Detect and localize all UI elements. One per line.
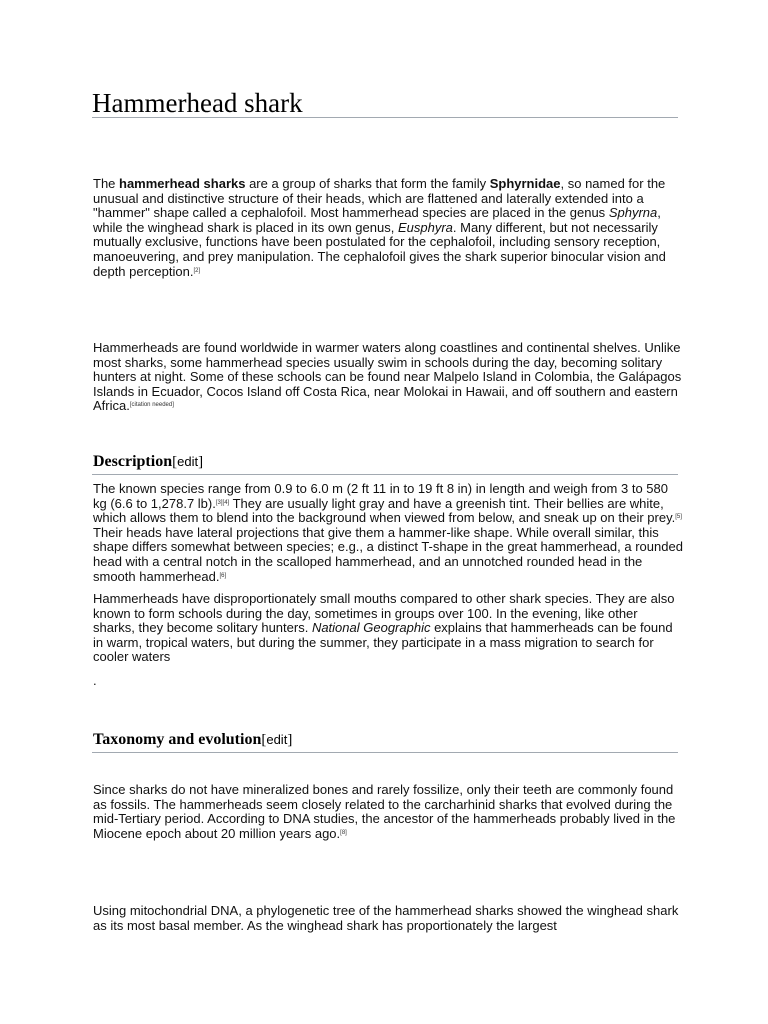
citation-link[interactable]: [3][4] xyxy=(215,499,230,506)
citation-link[interactable]: [2] xyxy=(193,267,201,274)
citation-link[interactable]: [8] xyxy=(340,829,347,836)
description-paragraph-1 xyxy=(93,482,683,584)
intro-paragraph-2 xyxy=(93,341,683,414)
description-p1-text: Their heads have lateral projections that give them a hammer-like shape. While overall similar, this shape differs somewhat between species; e.g., a distinct T-shape in the great hammerhead, a rounded head with a central notch in the scalloped hammerhead, and an unnotched rounded head in the smooth hammerhead. xyxy=(93,524,683,584)
section-heading-description xyxy=(93,452,678,472)
intro-p2-text: Hammerheads are found worldwide in warmer waters along coastlines and continental shelves. Unlike most sharks, some hammerhead species usually swim in schools during the day, becoming solitary hunters at night. Some of these schools can be found near Malpelo Island in Colombia, the Galápagos Islands in Ecuador, Cocos Island off Costa Rica, near Molokai in Hawaii, and off southern and eastern Africa. xyxy=(93,340,682,414)
section-heading-taxonomy xyxy=(93,730,678,750)
taxonomy-p2-text: Using mitochondrial DNA, a phylogenetic tree of the hammerhead sharks showed the winghead shark as its most basal member. As the winghead shark has proportionately the largest xyxy=(93,903,679,933)
taxonomy-p1-text: Since sharks do not have mineralized bones and rarely fossilize, only their teeth are commonly found as fossils. The hammerheads seem closely related to the carcharhinid sharks that evolved during the mid-Tertiary period. According to DNA studies, the ancestor of the hammerheads probably lived in the Miocene epoch about 20 million years ago. xyxy=(93,782,676,841)
citation-link[interactable]: [6] xyxy=(219,572,227,579)
intro-p1-genus: Eusphyra xyxy=(397,219,453,235)
intro-p1-text: , while the winghead shark is placed in its own genus, xyxy=(93,205,661,235)
edit-bracket: ] xyxy=(287,732,293,748)
section-heading-text: Taxonomy and evolution xyxy=(93,731,262,748)
edit-bracket: ] xyxy=(198,454,204,470)
intro-p1-bold-family: Sphyrnidae xyxy=(489,176,561,191)
section-divider xyxy=(92,474,678,475)
taxonomy-paragraph-1 xyxy=(93,783,683,841)
edit-link[interactable]: edit xyxy=(177,454,199,469)
intro-p1-genus: Sphyrna xyxy=(608,205,658,221)
description-paragraph-2 xyxy=(93,592,683,665)
taxonomy-paragraph-2 xyxy=(93,904,683,933)
intro-paragraph-1 xyxy=(93,177,683,279)
description-p2-text: Hammerheads have disproportionately small mouths compared to other shark species. They are also known to form schools during the day, sometimes in groups over 100. In the evening, like other sharks, they become solitary hunters. xyxy=(93,591,675,636)
edit-link[interactable]: edit xyxy=(266,732,288,747)
description-p1-text: They are usually light gray and have a greenish tint. Their bellies are white, which allows them to blend into the background when viewed from below, and sneak up on their prey. xyxy=(93,495,676,526)
section-heading-text: Description xyxy=(93,453,173,470)
description-paragraph-3: . xyxy=(93,673,97,688)
edit-bracket: [ xyxy=(172,454,178,470)
description-p2-italic: National Geographic xyxy=(311,620,431,636)
description-p2-text: explains that hammerheads can be found in warm, tropical waters, but during the summer, they participate in a mass migration to search for cooler waters xyxy=(93,620,673,665)
intro-p1-text: The xyxy=(93,176,120,191)
intro-p1-bold-term: hammerhead sharks xyxy=(119,176,246,191)
intro-p1-text: are a group of sharks that form the family xyxy=(245,176,490,191)
edit-bracket: [ xyxy=(261,732,267,748)
title-divider xyxy=(92,117,678,118)
citation-link[interactable]: [5] xyxy=(675,514,682,521)
intro-p1-text: , so named for the unusual and distinctive structure of their heads, which are flattened and laterally extended into a "hammer" shape called a cephalofoil. Most hammerhead species are placed in the genus xyxy=(93,176,666,221)
intro-p1-text: . Many different, but not necessarily mutually exclusive, functions have been postulated for the cephalofoil, including sensory reception, manoeuvering, and prey manipulation. The cephalofoil gives the shark superior binocular vision and depth perception. xyxy=(93,219,666,279)
citation-needed-link[interactable]: [citation needed] xyxy=(129,402,174,409)
description-p1-text: The known species range from 0.9 to 6.0 m (2 ft 11 in to 19 ft 8 in) in length and weigh from 3 to 580 kg (6.6 to 1,278.7 lb). xyxy=(93,481,668,511)
page-title: Hammerhead shark xyxy=(92,88,303,118)
section-divider xyxy=(92,752,678,753)
